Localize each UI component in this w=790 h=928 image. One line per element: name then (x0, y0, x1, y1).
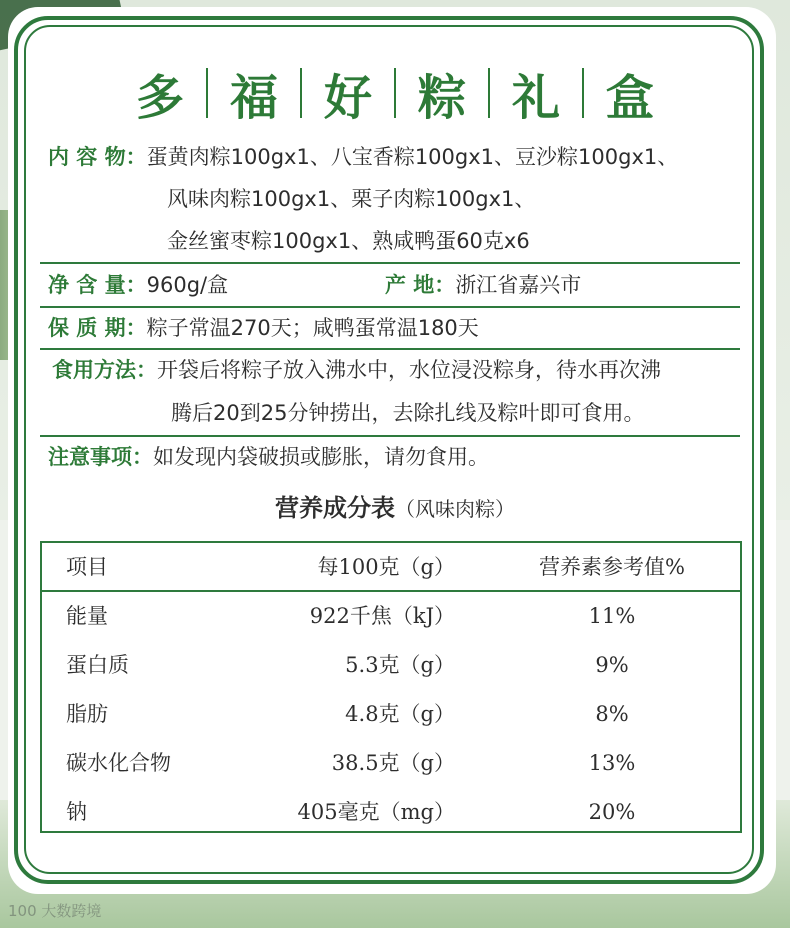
nutrition-table (40, 541, 742, 833)
title-char: 多 (135, 69, 184, 126)
usage-line-2: 腾后20到25分钟捞出，去除扎线及粽叶即可食用。 (171, 401, 645, 425)
contents-line-3: 金丝蜜枣粽100gx1、熟咸鸭蛋60克x6 (167, 229, 530, 253)
table-cell-nrv: 11% (588, 604, 636, 628)
title-char: 粽 (418, 69, 467, 126)
divider (40, 306, 740, 308)
net-weight-row (48, 270, 228, 300)
origin-label: 产 地： (385, 273, 456, 297)
origin-value: 浙江省嘉兴市 (455, 273, 582, 297)
table-cell-item: 脂肪 (66, 702, 108, 726)
usage-row (52, 355, 661, 385)
title-char: 礼 (512, 69, 561, 126)
table-cell-amount: 38.5克（g） (331, 751, 455, 775)
nutrition-title-main: 营养成分表 (275, 494, 395, 522)
origin-row (385, 270, 581, 300)
notice-value: 如发现内袋破损或膨胀，请勿食用。 (153, 445, 489, 469)
divider (40, 262, 740, 264)
net-weight-label: 净 含 量： (48, 273, 147, 297)
divider (40, 435, 740, 437)
nutrition-title (0, 488, 790, 523)
table-cell-amount: 5.3克（g） (345, 653, 455, 677)
table-cell-amount: 4.8克（g） (345, 702, 455, 726)
divider (40, 348, 740, 350)
net-weight-value: 960g/盒 (146, 273, 229, 297)
usage-label: 食用方法： (52, 358, 157, 382)
shelf-life-value: 粽子常温270天；咸鸭蛋常温180天 (146, 316, 479, 340)
title-char: 福 (229, 69, 278, 126)
contents-line-1: 蛋黄肉粽100gx1、八宝香粽100gx1、豆沙粽100gx1、 (146, 145, 679, 169)
table-cell-nrv: 20% (588, 800, 636, 824)
title-char: 盒 (606, 69, 655, 126)
table-cell-item: 钠 (66, 800, 87, 824)
product-title (0, 58, 790, 128)
table-cell-item: 能量 (66, 604, 108, 628)
shelf-life-label: 保 质 期： (48, 316, 147, 340)
table-cell-amount: 405毫克（mg） (297, 800, 455, 824)
contents-row (48, 142, 678, 172)
notice-label: 注意事项： (48, 445, 153, 469)
table-cell-item: 蛋白质 (66, 653, 129, 677)
title-char: 好 (323, 69, 372, 126)
contents-line-2: 风味肉粽100gx1、栗子肉粽100gx1、 (167, 187, 536, 211)
table-cell-nrv: 13% (588, 751, 636, 775)
notice-row (48, 442, 489, 472)
contents-label: 内 容 物： (48, 145, 147, 169)
table-cell-item: 碳水化合物 (66, 751, 171, 775)
watermark: 100 大数跨境 (8, 902, 102, 920)
nutrition-subtitle: （风味肉粽） (395, 497, 515, 521)
table-cell-nrv: 9% (595, 653, 629, 677)
table-cell-amount: 922千焦（kJ） (309, 604, 455, 628)
usage-line-1: 开袋后将粽子放入沸水中，水位浸没粽身，待水再次沸 (157, 358, 661, 382)
table-header-nrv: 营养素参考值% (539, 555, 685, 579)
table-header-divider (42, 590, 740, 592)
table-cell-nrv: 8% (595, 702, 629, 726)
table-header-item: 项目 (66, 555, 108, 579)
table-header-per100g: 每100克（g） (317, 555, 455, 579)
shelf-life-row (48, 313, 479, 343)
